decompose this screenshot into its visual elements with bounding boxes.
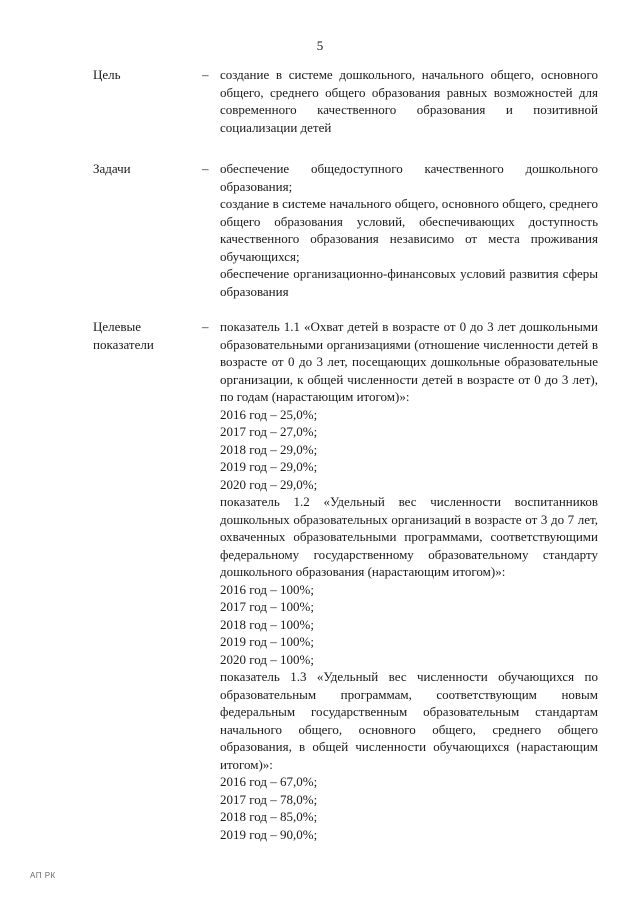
paragraph: обеспечение организационно-финансовых условий развития сферы образования: [220, 266, 598, 299]
section-label: Целевые показатели: [93, 319, 154, 352]
year-value: 2019 год – 90,0%;: [220, 826, 318, 842]
indicator-paragraph: показатель 1.1 «Охват детей в возрасте от 0 до 3 лет дошкольными образовательными организациями (отношение численности детей в возрасте от 0 до 3 лет, посещающих дошкольные образовательные организации, к общей численности детей в возрасте от 0 до 3 лет), по годам (нарастающим итогом)»:: [220, 319, 598, 404]
paragraph: создание в системе дошкольного, начального общего, основного общего, среднего общего образования равных возможностей для современного качественного образования и позитивной социализации детей: [220, 67, 598, 135]
indicator-paragraph: показатель 1.3 «Удельный вес численности обучающихся по образовательным программам, соответствующим новым федеральным государственным образовательным стандартам начального общего, основного общего, среднего общего образования, в общей численности обучающихся (нарастающим итогом)»:: [220, 669, 598, 772]
year-value: 2019 год – 29,0%;: [220, 459, 318, 474]
section-content: [220, 318, 598, 843]
year-value: 2017 год – 78,0%;: [220, 791, 318, 807]
list-dash: –: [202, 319, 209, 334]
section-content: [220, 160, 598, 300]
list-dash: –: [202, 161, 209, 176]
year-value: 2016 год – 100%;: [220, 581, 314, 597]
year-value: 2016 год – 25,0%;: [220, 406, 318, 422]
year-value: 2016 год – 67,0%;: [220, 774, 318, 789]
year-value: 2017 год – 100%;: [220, 599, 314, 614]
year-value: 2019 год – 100%;: [220, 634, 314, 649]
archive-stamp: АП РК: [30, 871, 56, 880]
section-content: [220, 66, 598, 136]
list-dash: –: [202, 67, 209, 82]
section-label: Задачи: [93, 161, 131, 176]
year-value: 2017 год – 27,0%;: [220, 424, 318, 439]
page-number: 5: [316, 38, 324, 53]
year-value: 2020 год – 29,0%;: [220, 476, 318, 492]
paragraph: создание в системе начального общего, основного общего, среднего общего образования условий, обеспечивающих доступность качественного образования независимо от места проживания обучающихся;: [220, 196, 598, 264]
paragraph: обеспечение общедоступного качественного дошкольного образования;: [220, 161, 598, 194]
section-label: Цель: [93, 67, 121, 82]
year-value: 2018 год – 85,0%;: [220, 809, 318, 824]
year-value: 2018 год – 29,0%;: [220, 441, 318, 457]
indicator-paragraph: показатель 1.2 «Удельный вес численности воспитанников дошкольных образовательных организаций в возрасте от 3 до 7 лет, охваченных образовательными программами, соответствующими федеральному государственному образовательному стандарту дошкольного образования (нарастающим итогом)»:: [220, 494, 598, 579]
year-value: 2018 год – 100%;: [220, 616, 314, 632]
year-value: 2020 год – 100%;: [220, 651, 314, 667]
